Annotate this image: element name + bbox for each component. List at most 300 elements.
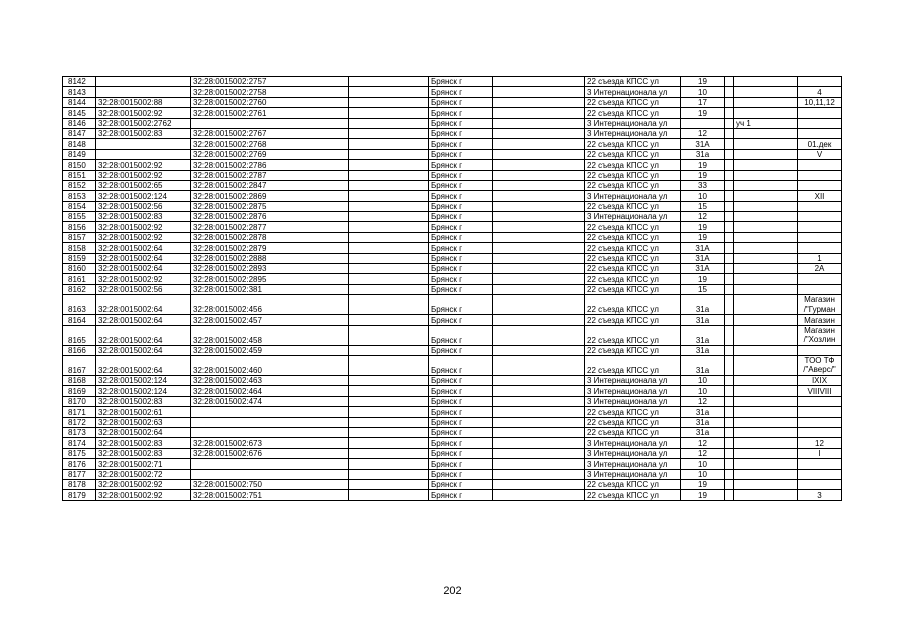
- note-cell: [798, 417, 842, 427]
- table-row: [63, 448, 842, 458]
- cadastral-object-cell: 32:28:0015002:2757: [191, 77, 349, 87]
- cadastral-object-cell: 32:28:0015002:673: [191, 438, 349, 448]
- street-cell: 3 Интернационала ул: [585, 128, 681, 138]
- empty-cell: [349, 97, 429, 107]
- empty-cell: [493, 253, 585, 263]
- plot-cell: [734, 274, 798, 284]
- cadastral-parcel-cell: 32:28:0015002:83: [96, 128, 191, 138]
- table-row: [63, 170, 842, 180]
- empty-cell: [725, 407, 734, 417]
- plot-cell: [734, 149, 798, 159]
- street-cell: 22 съезда КПСС ул: [585, 222, 681, 232]
- cadastral-object-cell: [191, 118, 349, 128]
- cadastral-object-cell: 32:28:0015002:2767: [191, 128, 349, 138]
- cadastral-parcel-cell: 32:28:0015002:65: [96, 180, 191, 190]
- table-row: [63, 345, 842, 355]
- street-cell: 22 съезда КПСС ул: [585, 243, 681, 253]
- city-cell: Брянск г: [429, 201, 493, 211]
- empty-cell: [493, 201, 585, 211]
- empty-cell: [493, 149, 585, 159]
- note-cell: [798, 284, 842, 294]
- plot-cell: [734, 212, 798, 222]
- street-cell: 22 съезда КПСС ул: [585, 108, 681, 118]
- row-number-cell: 8150: [63, 160, 96, 170]
- cadastral-parcel-cell: 32:28:0015002:124: [96, 386, 191, 396]
- empty-cell: [493, 295, 585, 315]
- city-cell: Брянск г: [429, 295, 493, 315]
- city-cell: Брянск г: [429, 87, 493, 97]
- plot-cell: [734, 427, 798, 437]
- row-number-cell: 8152: [63, 180, 96, 190]
- cadastral-parcel-cell: [96, 149, 191, 159]
- empty-cell: [349, 407, 429, 417]
- note-cell: Магазин /"Гурман: [798, 295, 842, 315]
- city-cell: Брянск г: [429, 407, 493, 417]
- city-cell: Брянск г: [429, 386, 493, 396]
- city-cell: Брянск г: [429, 315, 493, 325]
- note-cell: Магазин /"Хозлин: [798, 325, 842, 345]
- row-number-cell: 8161: [63, 274, 96, 284]
- house-cell: 19: [681, 160, 725, 170]
- empty-cell: [725, 469, 734, 479]
- cadastral-object-cell: 32:28:0015002:2768: [191, 139, 349, 149]
- row-number-cell: 8153: [63, 191, 96, 201]
- cadastral-parcel-cell: 32:28:0015002:71: [96, 459, 191, 469]
- cadastral-parcel-cell: 32:28:0015002:92: [96, 160, 191, 170]
- house-cell: 12: [681, 438, 725, 448]
- empty-cell: [725, 201, 734, 211]
- empty-cell: [493, 417, 585, 427]
- cadastral-object-cell: 32:28:0015002:2761: [191, 108, 349, 118]
- empty-cell: [493, 170, 585, 180]
- empty-cell: [349, 222, 429, 232]
- note-cell: [798, 212, 842, 222]
- cadastral-object-cell: 32:28:0015002:381: [191, 284, 349, 294]
- street-cell: 22 съезда КПСС ул: [585, 201, 681, 211]
- row-number-cell: 8172: [63, 417, 96, 427]
- empty-cell: [493, 264, 585, 274]
- table-row: [63, 232, 842, 242]
- cadastral-parcel-cell: 32:28:0015002:92: [96, 108, 191, 118]
- empty-cell: [725, 274, 734, 284]
- cadastral-object-cell: [191, 459, 349, 469]
- cadastral-object-cell: 32:28:0015002:458: [191, 325, 349, 345]
- row-number-cell: 8175: [63, 448, 96, 458]
- empty-cell: [493, 274, 585, 284]
- house-cell: 19: [681, 108, 725, 118]
- cadastral-object-cell: 32:28:0015002:463: [191, 375, 349, 385]
- empty-cell: [349, 284, 429, 294]
- table-row: [63, 243, 842, 253]
- note-cell: 2А: [798, 264, 842, 274]
- street-cell: 3 Интернационала ул: [585, 212, 681, 222]
- plot-cell: [734, 264, 798, 274]
- empty-cell: [725, 97, 734, 107]
- empty-cell: [725, 191, 734, 201]
- table-row: [63, 253, 842, 263]
- table-row: [63, 479, 842, 489]
- house-cell: 15: [681, 284, 725, 294]
- empty-cell: [493, 375, 585, 385]
- city-cell: Брянск г: [429, 139, 493, 149]
- cadastral-object-cell: 32:28:0015002:2869: [191, 191, 349, 201]
- empty-cell: [493, 396, 585, 406]
- empty-cell: [493, 180, 585, 190]
- house-cell: 12: [681, 448, 725, 458]
- table-row: [63, 201, 842, 211]
- street-cell: 22 съезда КПСС ул: [585, 253, 681, 263]
- table-row: [63, 459, 842, 469]
- empty-cell: [493, 284, 585, 294]
- table-row: [63, 407, 842, 417]
- street-cell: 3 Интернационала ул: [585, 469, 681, 479]
- street-cell: 22 съезда КПСС ул: [585, 274, 681, 284]
- plot-cell: [734, 201, 798, 211]
- row-number-cell: 8156: [63, 222, 96, 232]
- street-cell: 22 съезда КПСС ул: [585, 170, 681, 180]
- note-cell: [798, 243, 842, 253]
- empty-cell: [725, 128, 734, 138]
- city-cell: Брянск г: [429, 212, 493, 222]
- cadastral-parcel-cell: 32:28:0015002:61: [96, 407, 191, 417]
- plot-cell: [734, 243, 798, 253]
- cadastral-parcel-cell: 32:28:0015002:64: [96, 243, 191, 253]
- empty-cell: [725, 170, 734, 180]
- plot-cell: [734, 160, 798, 170]
- empty-cell: [493, 345, 585, 355]
- cadastral-object-cell: 32:28:0015002:2888: [191, 253, 349, 263]
- city-cell: Брянск г: [429, 345, 493, 355]
- plot-cell: [734, 170, 798, 180]
- table-row: [63, 108, 842, 118]
- street-cell: 3 Интернационала ул: [585, 87, 681, 97]
- house-cell: 31а: [681, 315, 725, 325]
- house-cell: 19: [681, 479, 725, 489]
- row-number-cell: 8145: [63, 108, 96, 118]
- row-number-cell: 8166: [63, 345, 96, 355]
- table-row: [63, 396, 842, 406]
- house-cell: 31а: [681, 325, 725, 345]
- empty-cell: [725, 396, 734, 406]
- row-number-cell: 8144: [63, 97, 96, 107]
- house-cell: 19: [681, 232, 725, 242]
- empty-cell: [493, 427, 585, 437]
- cadastral-object-cell: [191, 427, 349, 437]
- row-number-cell: 8170: [63, 396, 96, 406]
- city-cell: Брянск г: [429, 325, 493, 345]
- city-cell: Брянск г: [429, 149, 493, 159]
- city-cell: Брянск г: [429, 274, 493, 284]
- street-cell: 22 съезда КПСС ул: [585, 180, 681, 190]
- house-cell: 31А: [681, 139, 725, 149]
- note-cell: VIIIVIII: [798, 386, 842, 396]
- row-number-cell: 8160: [63, 264, 96, 274]
- cadastral-parcel-cell: 32:28:0015002:64: [96, 325, 191, 345]
- cadastral-parcel-cell: 32:28:0015002:64: [96, 264, 191, 274]
- cadastral-object-cell: 32:28:0015002:460: [191, 355, 349, 375]
- plot-cell: [734, 180, 798, 190]
- house-cell: 19: [681, 222, 725, 232]
- cadastral-parcel-cell: 32:28:0015002:88: [96, 97, 191, 107]
- note-cell: V: [798, 149, 842, 159]
- row-number-cell: 8164: [63, 315, 96, 325]
- cadastral-object-cell: [191, 417, 349, 427]
- note-cell: 1: [798, 253, 842, 263]
- row-number-cell: 8155: [63, 212, 96, 222]
- row-number-cell: 8151: [63, 170, 96, 180]
- page-number: 202: [443, 585, 462, 597]
- plot-cell: [734, 469, 798, 479]
- plot-cell: [734, 97, 798, 107]
- empty-cell: [493, 118, 585, 128]
- cadastral-object-cell: 32:28:0015002:459: [191, 345, 349, 355]
- empty-cell: [349, 77, 429, 87]
- cadastral-object-cell: 32:28:0015002:2895: [191, 274, 349, 284]
- cadastral-table: [62, 76, 842, 501]
- empty-cell: [493, 222, 585, 232]
- empty-cell: [349, 315, 429, 325]
- cadastral-object-cell: 32:28:0015002:750: [191, 479, 349, 489]
- empty-cell: [493, 97, 585, 107]
- cadastral-parcel-cell: 32:28:0015002:2762: [96, 118, 191, 128]
- empty-cell: [725, 77, 734, 87]
- cadastral-object-cell: 32:28:0015002:751: [191, 490, 349, 500]
- city-cell: Брянск г: [429, 417, 493, 427]
- empty-cell: [725, 232, 734, 242]
- table-row: [63, 87, 842, 97]
- note-cell: [798, 479, 842, 489]
- note-cell: I: [798, 448, 842, 458]
- cadastral-parcel-cell: 32:28:0015002:92: [96, 479, 191, 489]
- house-cell: [681, 118, 725, 128]
- city-cell: Брянск г: [429, 243, 493, 253]
- table-row: [63, 295, 842, 315]
- cadastral-parcel-cell: 32:28:0015002:64: [96, 355, 191, 375]
- table-row: [63, 274, 842, 284]
- house-cell: 31а: [681, 149, 725, 159]
- empty-cell: [493, 212, 585, 222]
- street-cell: 22 съезда КПСС ул: [585, 490, 681, 500]
- street-cell: 22 съезда КПСС ул: [585, 284, 681, 294]
- row-number-cell: 8146: [63, 118, 96, 128]
- empty-cell: [493, 448, 585, 458]
- street-cell: 22 съезда КПСС ул: [585, 160, 681, 170]
- street-cell: 22 съезда КПСС ул: [585, 427, 681, 437]
- empty-cell: [725, 417, 734, 427]
- cadastral-parcel-cell: 32:28:0015002:56: [96, 284, 191, 294]
- house-cell: 12: [681, 128, 725, 138]
- cadastral-object-cell: 32:28:0015002:2758: [191, 87, 349, 97]
- house-cell: 19: [681, 490, 725, 500]
- empty-cell: [493, 191, 585, 201]
- street-cell: 22 съезда КПСС ул: [585, 295, 681, 315]
- note-cell: [798, 118, 842, 128]
- empty-cell: [349, 243, 429, 253]
- plot-cell: [734, 222, 798, 232]
- empty-cell: [725, 222, 734, 232]
- street-cell: 22 съезда КПСС ул: [585, 264, 681, 274]
- empty-cell: [349, 325, 429, 345]
- empty-cell: [493, 459, 585, 469]
- row-number-cell: 8167: [63, 355, 96, 375]
- street-cell: 3 Интернационала ул: [585, 118, 681, 128]
- cadastral-parcel-cell: 32:28:0015002:72: [96, 469, 191, 479]
- plot-cell: [734, 355, 798, 375]
- street-cell: 22 съезда КПСС ул: [585, 325, 681, 345]
- empty-cell: [725, 118, 734, 128]
- plot-cell: [734, 139, 798, 149]
- street-cell: 3 Интернационала ул: [585, 459, 681, 469]
- table-row: [63, 222, 842, 232]
- plot-cell: [734, 396, 798, 406]
- plot-cell: [734, 284, 798, 294]
- empty-cell: [493, 77, 585, 87]
- table-row: [63, 375, 842, 385]
- cadastral-object-cell: 32:28:0015002:456: [191, 295, 349, 315]
- note-cell: [798, 180, 842, 190]
- note-cell: [798, 232, 842, 242]
- row-number-cell: 8154: [63, 201, 96, 211]
- house-cell: 10: [681, 191, 725, 201]
- table-row: [63, 469, 842, 479]
- plot-cell: [734, 325, 798, 345]
- cadastral-object-cell: [191, 407, 349, 417]
- note-cell: 3: [798, 490, 842, 500]
- note-cell: 01.дек: [798, 139, 842, 149]
- street-cell: 22 съезда КПСС ул: [585, 315, 681, 325]
- table-row: [63, 284, 842, 294]
- plot-cell: [734, 417, 798, 427]
- house-cell: 19: [681, 170, 725, 180]
- cadastral-object-cell: 32:28:0015002:457: [191, 315, 349, 325]
- table-row: [63, 417, 842, 427]
- empty-cell: [349, 264, 429, 274]
- street-cell: 22 съезда КПСС ул: [585, 149, 681, 159]
- note-cell: 12: [798, 438, 842, 448]
- plot-cell: [734, 253, 798, 263]
- empty-cell: [725, 355, 734, 375]
- house-cell: 10: [681, 87, 725, 97]
- row-number-cell: 8174: [63, 438, 96, 448]
- table-row: [63, 355, 842, 375]
- empty-cell: [493, 128, 585, 138]
- note-cell: Магазин: [798, 315, 842, 325]
- street-cell: 22 съезда КПСС ул: [585, 479, 681, 489]
- house-cell: 31а: [681, 427, 725, 437]
- cadastral-object-cell: 32:28:0015002:2893: [191, 264, 349, 274]
- street-cell: 3 Интернационала ул: [585, 396, 681, 406]
- empty-cell: [725, 315, 734, 325]
- empty-cell: [349, 128, 429, 138]
- table-row: [63, 438, 842, 448]
- empty-cell: [349, 438, 429, 448]
- table-row: [63, 97, 842, 107]
- cadastral-object-cell: [191, 469, 349, 479]
- cadastral-parcel-cell: [96, 77, 191, 87]
- row-number-cell: 8169: [63, 386, 96, 396]
- empty-cell: [725, 295, 734, 315]
- note-cell: [798, 201, 842, 211]
- empty-cell: [493, 108, 585, 118]
- street-cell: 22 съезда КПСС ул: [585, 77, 681, 87]
- empty-cell: [725, 139, 734, 149]
- cadastral-parcel-cell: [96, 139, 191, 149]
- street-cell: 22 съезда КПСС ул: [585, 407, 681, 417]
- house-cell: 31а: [681, 355, 725, 375]
- city-cell: Брянск г: [429, 253, 493, 263]
- note-cell: [798, 274, 842, 284]
- row-number-cell: 8162: [63, 284, 96, 294]
- empty-cell: [349, 118, 429, 128]
- empty-cell: [725, 427, 734, 437]
- empty-cell: [725, 448, 734, 458]
- plot-cell: [734, 438, 798, 448]
- city-cell: Брянск г: [429, 396, 493, 406]
- empty-cell: [349, 108, 429, 118]
- plot-cell: [734, 315, 798, 325]
- empty-cell: [493, 438, 585, 448]
- plot-cell: [734, 232, 798, 242]
- street-cell: 3 Интернационала ул: [585, 386, 681, 396]
- house-cell: 10: [681, 459, 725, 469]
- city-cell: Брянск г: [429, 170, 493, 180]
- empty-cell: [725, 325, 734, 345]
- city-cell: Брянск г: [429, 118, 493, 128]
- empty-cell: [349, 170, 429, 180]
- empty-cell: [349, 160, 429, 170]
- empty-cell: [349, 345, 429, 355]
- street-cell: 22 съезда КПСС ул: [585, 97, 681, 107]
- empty-cell: [725, 345, 734, 355]
- empty-cell: [349, 375, 429, 385]
- city-cell: Брянск г: [429, 191, 493, 201]
- plot-cell: [734, 128, 798, 138]
- empty-cell: [493, 386, 585, 396]
- city-cell: Брянск г: [429, 355, 493, 375]
- plot-cell: [734, 191, 798, 201]
- table-row: [63, 149, 842, 159]
- empty-cell: [725, 386, 734, 396]
- note-cell: 4: [798, 87, 842, 97]
- house-cell: 12: [681, 396, 725, 406]
- cadastral-parcel-cell: 32:28:0015002:64: [96, 345, 191, 355]
- cadastral-object-cell: 32:28:0015002:2879: [191, 243, 349, 253]
- row-number-cell: 8171: [63, 407, 96, 417]
- empty-cell: [349, 87, 429, 97]
- row-number-cell: 8157: [63, 232, 96, 242]
- cadastral-parcel-cell: 32:28:0015002:83: [96, 448, 191, 458]
- house-cell: 15: [681, 201, 725, 211]
- city-cell: Брянск г: [429, 128, 493, 138]
- row-number-cell: 8149: [63, 149, 96, 159]
- note-cell: [798, 160, 842, 170]
- note-cell: [798, 345, 842, 355]
- empty-cell: [493, 243, 585, 253]
- plot-cell: [734, 407, 798, 417]
- cadastral-object-cell: 32:28:0015002:2787: [191, 170, 349, 180]
- empty-cell: [725, 243, 734, 253]
- table-row: [63, 160, 842, 170]
- cadastral-object-cell: 32:28:0015002:2769: [191, 149, 349, 159]
- cadastral-parcel-cell: 32:28:0015002:92: [96, 490, 191, 500]
- empty-cell: [349, 417, 429, 427]
- house-cell: 10: [681, 386, 725, 396]
- note-cell: [798, 469, 842, 479]
- empty-cell: [349, 355, 429, 375]
- cadastral-parcel-cell: 32:28:0015002:83: [96, 438, 191, 448]
- empty-cell: [493, 315, 585, 325]
- cadastral-parcel-cell: 32:28:0015002:124: [96, 191, 191, 201]
